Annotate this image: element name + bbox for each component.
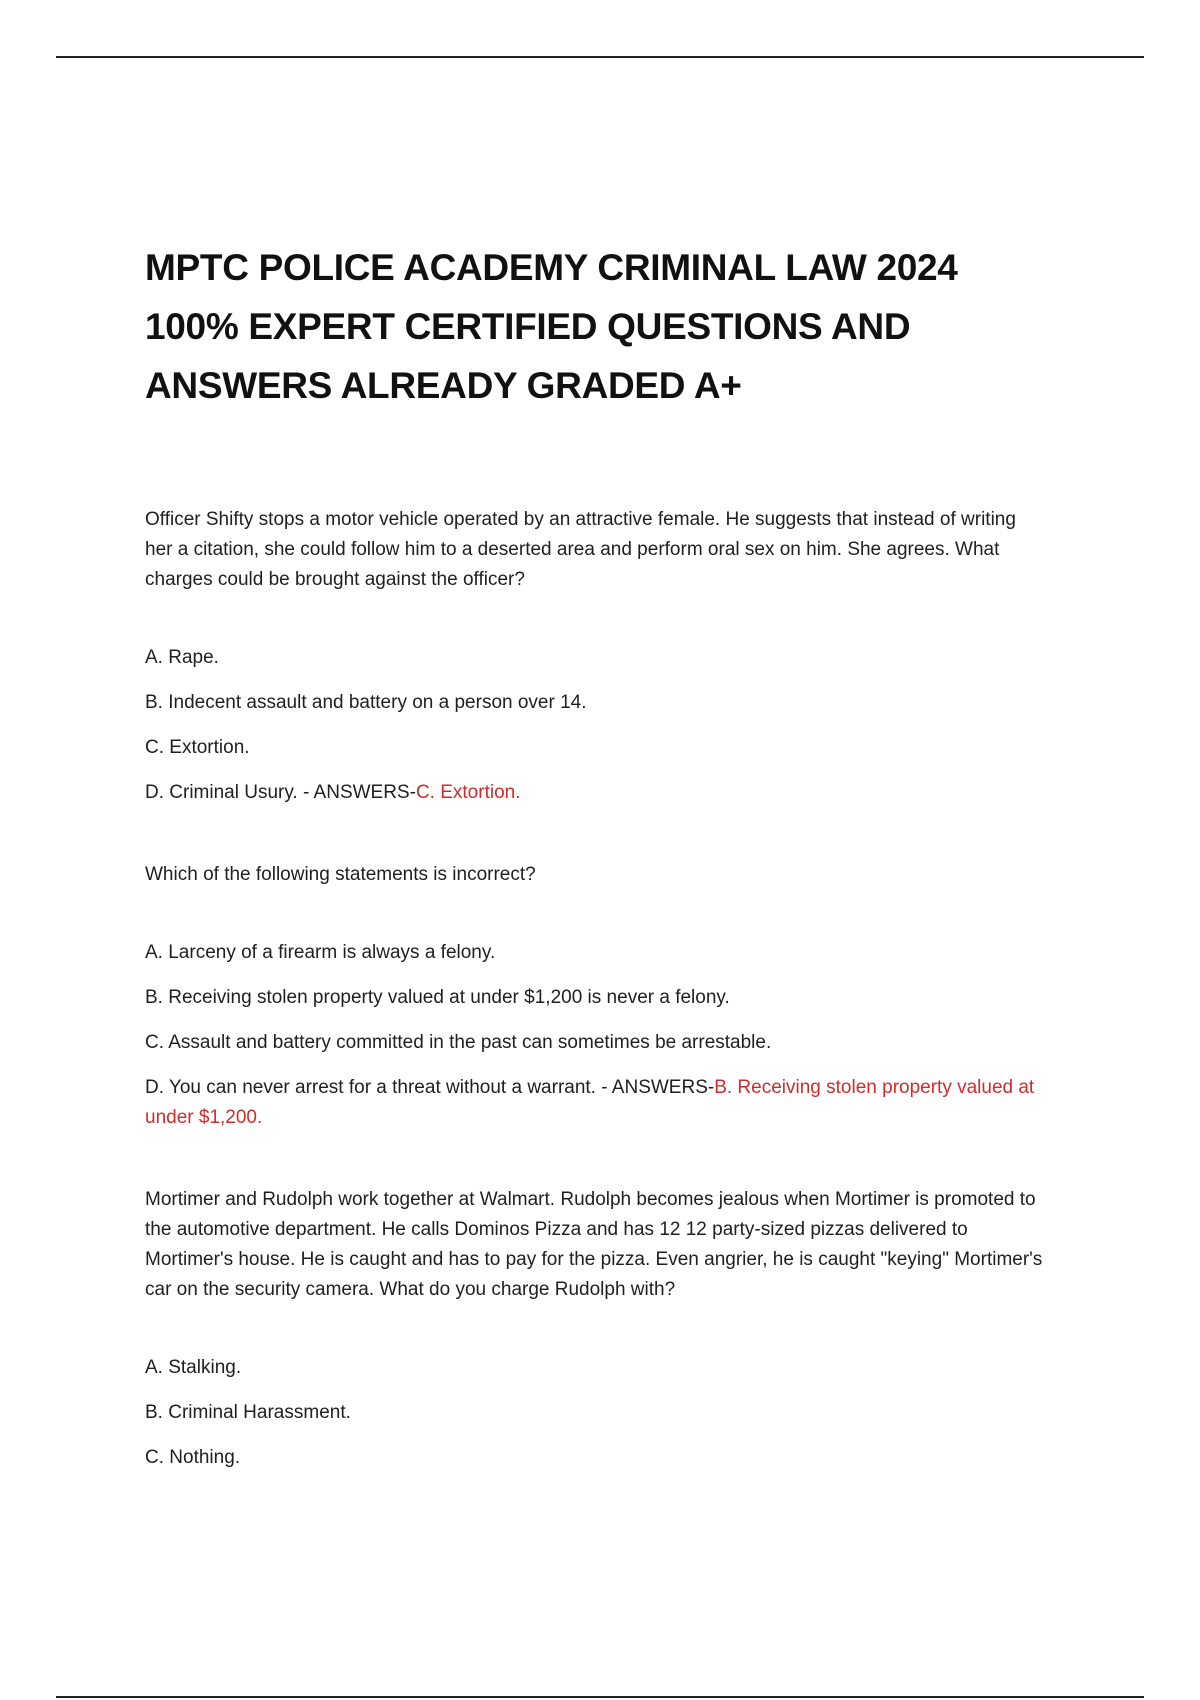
option-b: B. Receiving stolen property valued at under $1,200 is never a felony. [145,987,730,1008]
option-b: B. Criminal Harassment. [145,1402,351,1423]
footer-rule [56,1696,1144,1698]
answer-prefix: - ANSWERS- [595,1077,715,1098]
option-a: A. Stalking. [145,1357,242,1378]
option-d-with-answer [145,1073,1045,1133]
header-rule [56,56,1144,58]
question-block-1 [145,505,1045,808]
option-b: B. Indecent assault and battery on a person over 14. [145,692,587,713]
option-c: C. Assault and battery committed in the past can sometimes be arrestable. [145,1032,772,1053]
option-d-with-answer [145,778,1045,808]
document-title: MPTC POLICE ACADEMY CRIMINAL LAW 2024 100% EXPERT CERTIFIED QUESTIONS AND ANSWERS ALREADY GRADED A+ [145,247,958,406]
answer-text: C. Extortion. [415,782,521,803]
document-body [145,238,1045,1473]
answer-prefix: - ANSWERS- [297,782,416,803]
question-block-2 [145,860,1045,1133]
answer-text: B. Receiving stolen property valued at under $1,200. [145,1077,1035,1128]
question-block-3 [145,1185,1045,1473]
option-c: C. Nothing. [145,1447,241,1468]
option-d: D. You can never arrest for a threat without a warrant. [145,1077,596,1098]
option-a: A. Larceny of a firearm is always a felony. [145,942,496,963]
option-a: A. Rape. [145,647,219,668]
question-text: Which of the following statements is incorrect? [145,864,536,885]
option-c: C. Extortion. [145,737,250,758]
question-text: Officer Shifty stops a motor vehicle operated by an attractive female. He suggests that instead of writing her a citation, she could follow him to a deserted area and perform oral sex on him. She agrees. What charges could be brought against the officer? [145,509,1016,590]
option-d: D. Criminal Usury. [145,782,298,803]
question-text: Mortimer and Rudolph work together at Walmart. Rudolph becomes jealous when Mortimer is promoted to the automotive department. He calls Dominos Pizza and has 12 12 party-sized pizzas delivered to Mortimer's house. He is caught and has to pay for the pizza. Even angrier, he is caught "keying" Mortimer's car on the security camera. What do you charge Rudolph with? [145,1189,1043,1300]
